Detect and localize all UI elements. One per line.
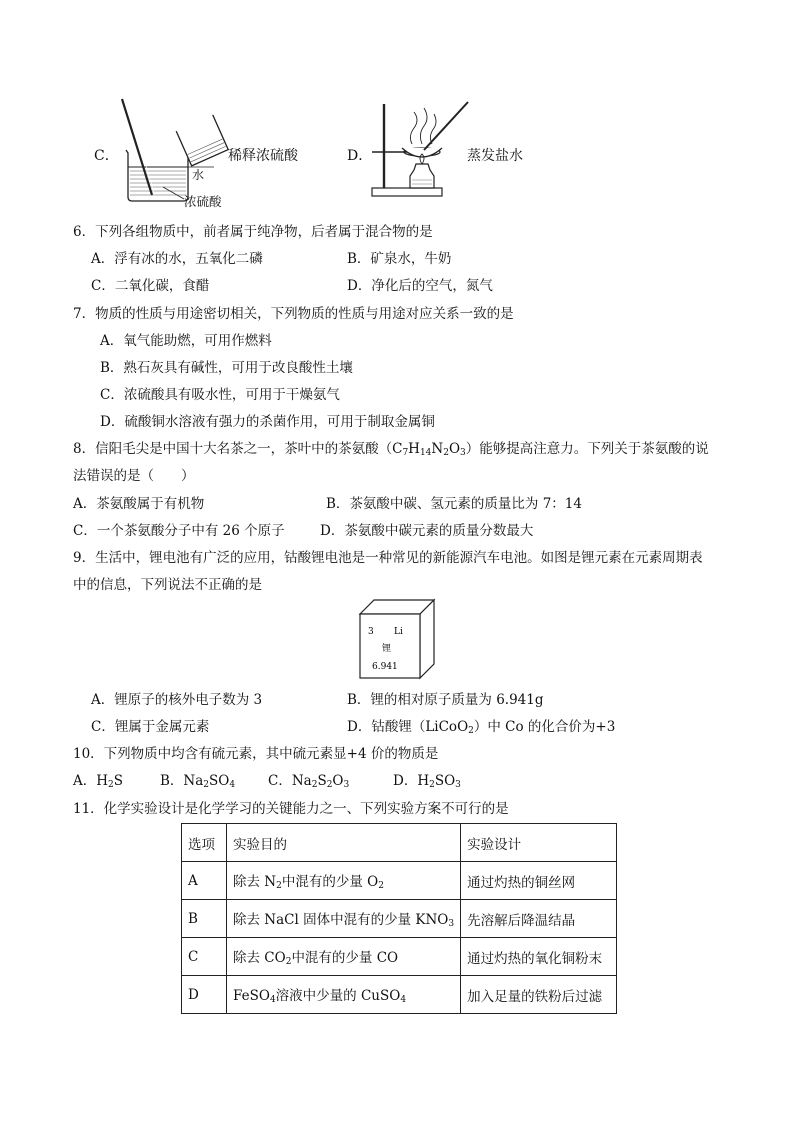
row-design: 通过灼热的氧化铜粉末 [461,938,617,976]
q9-option-d: D．钴酸锂（LiCoO$_2$）中 Co 的化合价为+3 [347,719,616,736]
caption-evaporation: 蒸发盐水 [467,148,523,164]
q9-option-c: C．锂属于金属元素 [91,719,210,735]
q8-option-c: C．一个茶氨酸分子中有 26 个原子 [73,523,285,539]
q7-option-a: A．氧气能助燃，可用作燃料 [100,333,272,349]
row-option: A [182,862,227,900]
q7-option-c: C．浓硫酸具有吸水性，可用于干燥氨气 [100,387,340,403]
q8-stem-line2: 法错误的是（ ） [73,468,195,484]
table-row [182,900,617,938]
table-row [182,938,617,976]
table-row [182,976,617,1014]
q6-stem: 6．下列各组物质中，前者属于纯净物，后者属于混合物的是 [73,224,433,240]
q6-option-b: B．矿泉水，牛奶 [347,251,452,267]
q10-option-c: C．$Na_2S_2O_3$ [268,773,350,790]
evaporation-figure [368,98,478,202]
q8-stem: 8．信阳毛尖是中国十大名茶之一，茶叶中的茶氨酸$(C_7H_{14}N_2O_3)$能够提高注意力。下列关于茶氨酸的说 [73,441,709,458]
caption-dilute-acid: 稀释浓硫酸 [228,148,298,164]
atomic-number: 3 [368,627,374,637]
row-design: 加入足量的铁粉后过滤 [461,976,617,1014]
q6-option-c: C．二氧化碳，食醋 [91,278,210,294]
q10-option-a: A．$H_2S$ [73,773,124,790]
label-water: 水 [192,168,205,182]
q7-option-b: B．熟石灰具有碱性，可用于改良酸性土壤 [100,360,353,376]
q7-option-d: D．硫酸铜水溶液有强力的杀菌作用，可用于制取金属铜 [100,414,435,430]
experiment-table [181,823,617,1014]
q8-option-b: B．茶氨酸中碳、氢元素的质量比为 7：14 [326,496,582,512]
q6-option-a: A．浮有冰的水，五氧化二磷 [91,251,263,267]
q11-stem: 11．化学实验设计是化学学习的关键能力之一、下列实验方案不可行的是 [73,801,509,817]
row-design: 先溶解后降温结晶 [461,900,617,938]
q9-stem-line1: 9．生活中，锂电池有广泛的应用，钴酸锂电池是一种常见的新能源汽车电池。如图是锂元素在元素周期表 [73,550,703,566]
row-goal: 除去 $N_2$中混有的少量 $O_2$ [227,862,461,900]
dilute-acid-figure [118,95,230,207]
q8-option-d: D．茶氨酸中碳元素的质量分数最大 [320,523,534,539]
label-concentrated-acid: 浓硫酸 [184,194,222,209]
row-design: 通过灼热的铜丝网 [461,862,617,900]
row-goal: FeSO$_4$溶液中少量的 CuSO$_4$ [227,976,461,1014]
row-option: B [182,900,227,938]
row-goal: 除去 $CO_2$中混有的少量 CO [227,938,461,976]
header-design: 实验设计 [461,824,617,862]
q10-stem: 10．下列物质中均含有硫元素，其中硫元素显+4 价的物质是 [73,746,439,762]
q10-option-b: B．$Na_2SO_4$ [160,773,236,790]
option-d-letter: D． [347,148,373,164]
table-header-row [182,824,617,862]
q9-option-a: A．锂原子的核外电子数为 3 [91,692,263,708]
theanine-formula: $C_7H_{14}N_2O_3$ [392,441,466,458]
lithium-element-card [358,598,438,682]
atomic-mass: 6.941 [372,662,398,672]
q6-option-d: D．净化后的空气，氮气 [347,278,493,294]
q8-option-a: A．茶氨酸属于有机物 [73,496,205,512]
q9-stem-line2: 中的信息，下列说法不正确的是 [73,577,262,593]
row-option: D [182,976,227,1014]
q7-stem: 7．物质的性质与用途密切相关，下列物质的性质与用途对应关系一致的是 [73,306,514,322]
element-symbol: Li [394,627,403,637]
option-c-letter: C． [94,148,119,164]
table-row [182,862,617,900]
q9-option-b: B．锂的相对原子质量为 6.941g [347,692,544,708]
header-goal: 实验目的 [227,824,461,862]
row-option: C [182,938,227,976]
header-option: 选项 [182,824,227,862]
q10-option-d: D．$H_2SO_3$ [393,773,461,790]
element-name: 锂 [382,644,392,654]
row-goal: 除去 NaCl 固体中混有的少量 $KNO_3$ [227,900,461,938]
